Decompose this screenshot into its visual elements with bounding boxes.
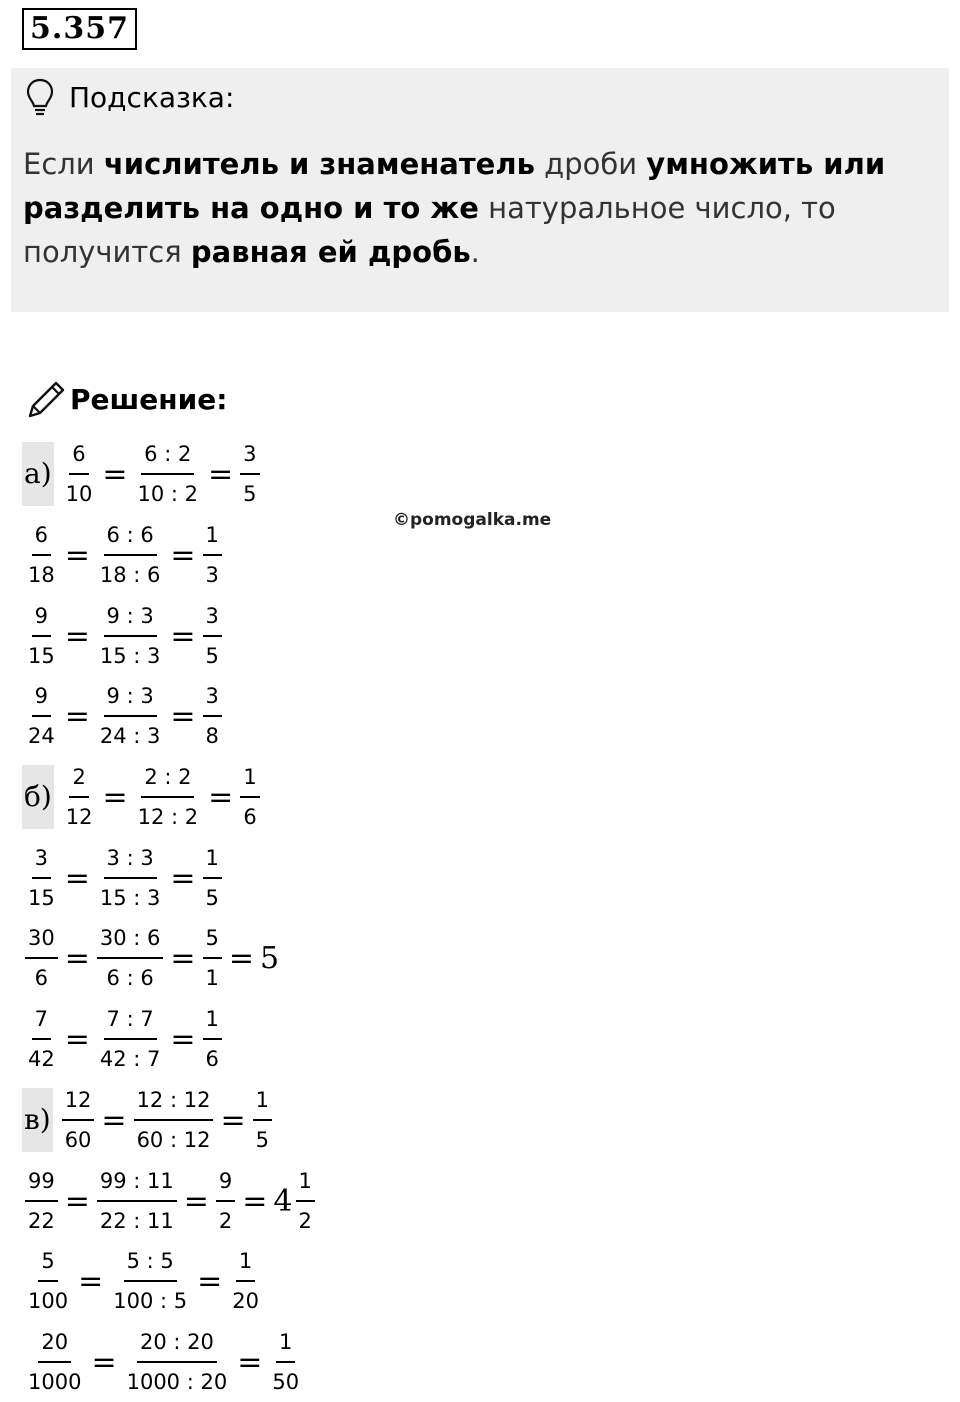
numerator: 30: [25, 923, 58, 959]
fraction: [25, 520, 58, 590]
fraction: [134, 1085, 214, 1155]
numerator: 3 : 3: [104, 843, 157, 879]
equals-sign: =: [101, 1102, 127, 1138]
equation-row: [22, 680, 225, 752]
whole-number: 4: [273, 1183, 293, 1219]
denominator: 100 : 5: [113, 1289, 188, 1313]
equals-sign: =: [170, 940, 196, 976]
denominator: 60: [64, 1128, 92, 1152]
numerator: 3: [203, 601, 222, 637]
denominator: 6: [34, 966, 49, 990]
numerator: 3: [203, 681, 222, 717]
fraction: [229, 1246, 262, 1316]
denominator: 100: [28, 1289, 69, 1313]
equals-sign: =: [170, 537, 196, 573]
equals-sign: =: [91, 1344, 117, 1380]
fraction: [25, 843, 58, 913]
numerator: 9 : 3: [104, 601, 157, 637]
numerator: 5: [38, 1246, 57, 1282]
equals-sign: =: [228, 940, 255, 976]
equation-row: [22, 1326, 305, 1398]
pencil-icon: [24, 378, 68, 422]
equals-sign: =: [170, 1021, 196, 1057]
denominator: 50: [272, 1370, 300, 1394]
equals-sign: =: [208, 779, 234, 815]
equals-sign: =: [64, 1183, 90, 1219]
equation-row: [22, 1165, 318, 1237]
fraction: [63, 762, 96, 832]
denominator: 6: [205, 1047, 219, 1071]
denominator: 24 : 3: [99, 724, 161, 748]
fraction: [62, 1085, 95, 1155]
denominator: 22 : 11: [99, 1209, 174, 1233]
fraction: [216, 1166, 235, 1236]
fraction: [124, 1327, 231, 1397]
numerator: 7 : 7: [104, 1004, 157, 1040]
numerator: 1: [203, 520, 222, 556]
denominator: 10 : 2: [137, 482, 199, 506]
numerator: 3: [32, 843, 51, 879]
equation-row: [22, 1245, 265, 1317]
fraction: [203, 601, 222, 671]
equation-row: [22, 922, 279, 994]
denominator: 24: [28, 724, 55, 748]
fraction: [203, 520, 222, 590]
numerator: 9: [32, 681, 51, 717]
equals-sign: =: [242, 1183, 268, 1219]
numerator: 6: [32, 520, 51, 556]
hint-text: [23, 142, 933, 274]
equals-sign: =: [170, 860, 196, 896]
denominator: 22: [28, 1209, 55, 1233]
numerator: 6 : 6: [104, 520, 157, 556]
fraction: [203, 1004, 222, 1074]
equals-sign: =: [220, 1102, 246, 1138]
numerator: 3: [240, 439, 259, 475]
denominator: 15: [28, 886, 55, 910]
equals-sign: =: [64, 537, 90, 573]
fraction: [97, 601, 164, 671]
fraction: [25, 1166, 58, 1236]
denominator: 42: [28, 1047, 55, 1071]
equals-sign: =: [64, 618, 90, 654]
denominator: 15 : 3: [99, 886, 161, 910]
fraction: [25, 601, 58, 671]
fraction: [135, 439, 202, 509]
numerator: 1: [296, 1166, 315, 1202]
denominator: 5: [255, 1128, 269, 1152]
denominator: 6: [243, 805, 257, 829]
fraction: [97, 1004, 164, 1074]
numerator: 1: [236, 1246, 255, 1282]
denominator: 12 : 2: [137, 805, 199, 829]
hint-text-part: дроби: [534, 147, 647, 181]
numerator: 7: [32, 1004, 51, 1040]
denominator: 60 : 12: [136, 1128, 211, 1152]
denominator: 15 : 3: [99, 644, 161, 668]
hint-text-part: .: [470, 235, 480, 269]
equals-sign: =: [64, 1021, 90, 1057]
denominator: 1000 : 20: [126, 1370, 228, 1394]
fraction: [97, 520, 164, 590]
numerator: 2 : 2: [141, 762, 194, 798]
whole-number: 5: [260, 940, 280, 976]
numerator: 99: [25, 1166, 58, 1202]
fraction: [25, 923, 58, 993]
fraction: [110, 1246, 190, 1316]
numerator: 9: [32, 601, 51, 637]
fraction: [269, 1327, 302, 1397]
equals-sign: =: [208, 456, 234, 492]
watermark: ©pomogalka.me: [393, 510, 552, 530]
equals-sign: =: [102, 779, 128, 815]
numerator: 6 : 2: [141, 439, 194, 475]
equation-row: [22, 519, 225, 591]
hint-text-part: Если: [23, 147, 104, 181]
fraction: [203, 923, 222, 993]
part-label: б): [22, 765, 54, 829]
equals-sign: =: [64, 860, 90, 896]
denominator: 20: [232, 1289, 259, 1313]
hint-box: [11, 68, 949, 312]
numerator: 6: [69, 439, 88, 475]
equation-row: [22, 438, 263, 510]
equals-sign: =: [170, 618, 196, 654]
numerator: 12 : 12: [134, 1085, 214, 1121]
fraction: [63, 439, 96, 509]
denominator: 6 : 6: [106, 966, 154, 990]
fraction: [135, 762, 202, 832]
numerator: 5: [203, 923, 222, 959]
equation-row: [22, 842, 225, 914]
equation-row: [22, 761, 263, 833]
hint-text-part: натуральное число, то получится: [23, 191, 836, 269]
denominator: 18: [28, 563, 55, 587]
denominator: 3: [205, 563, 219, 587]
fraction: [240, 439, 259, 509]
denominator: 12: [65, 805, 93, 829]
fraction: [97, 1166, 177, 1236]
denominator: 5: [243, 482, 257, 506]
equation-row: [22, 1084, 275, 1156]
numerator: 1: [203, 1004, 222, 1040]
equals-sign: =: [102, 456, 128, 492]
hint-text-part: умножить или разделить на одно и то же: [23, 147, 886, 225]
part-label: в): [22, 1088, 53, 1152]
numerator: 30 : 6: [97, 923, 164, 959]
numerator: 9 : 3: [104, 681, 157, 717]
denominator: 8: [205, 724, 219, 748]
denominator: 2: [298, 1209, 312, 1233]
numerator: 9: [216, 1166, 235, 1202]
fraction: [296, 1166, 315, 1236]
task-number: 5.357: [22, 8, 137, 50]
equation-row: [22, 1003, 225, 1075]
numerator: 5 : 5: [124, 1246, 177, 1282]
part-label: а): [22, 442, 54, 506]
fraction: [25, 1327, 84, 1397]
denominator: 42 : 7: [99, 1047, 161, 1071]
hint-title: Подсказка:: [69, 81, 235, 114]
fraction: [203, 681, 222, 751]
fraction: [253, 1085, 272, 1155]
numerator: 99 : 11: [97, 1166, 177, 1202]
denominator: 5: [205, 886, 219, 910]
numerator: 1: [203, 843, 222, 879]
numerator: 20: [38, 1327, 71, 1363]
fraction: [97, 923, 164, 993]
fraction: [25, 1246, 71, 1316]
denominator: 1: [205, 966, 219, 990]
denominator: 5: [205, 644, 219, 668]
equals-sign: =: [170, 698, 196, 734]
equals-sign: =: [78, 1263, 104, 1299]
numerator: 20 : 20: [137, 1327, 217, 1363]
equals-sign: =: [64, 698, 90, 734]
lightbulb-icon: [25, 78, 55, 118]
numerator: 1: [276, 1327, 295, 1363]
fraction: [240, 762, 259, 832]
hint-text-part: числитель и знаменатель: [103, 147, 535, 181]
fraction: [203, 843, 222, 913]
numerator: 12: [62, 1085, 95, 1121]
denominator: 18 : 6: [99, 563, 161, 587]
numerator: 1: [253, 1085, 272, 1121]
denominator: 15: [28, 644, 55, 668]
equals-sign: =: [64, 940, 90, 976]
denominator: 1000: [28, 1370, 82, 1394]
solution-title: Решение:: [70, 383, 228, 416]
fraction: [97, 843, 164, 913]
equals-sign: =: [183, 1183, 209, 1219]
equals-sign: =: [197, 1263, 223, 1299]
denominator: 10: [65, 482, 93, 506]
numerator: 1: [240, 762, 259, 798]
hint-text-part: равная ей дробь: [190, 235, 471, 269]
fraction: [97, 681, 164, 751]
fraction: [25, 681, 58, 751]
denominator: 2: [218, 1209, 233, 1233]
numerator: 2: [69, 762, 88, 798]
equals-sign: =: [237, 1344, 263, 1380]
fraction: [25, 1004, 58, 1074]
equation-row: [22, 600, 225, 672]
